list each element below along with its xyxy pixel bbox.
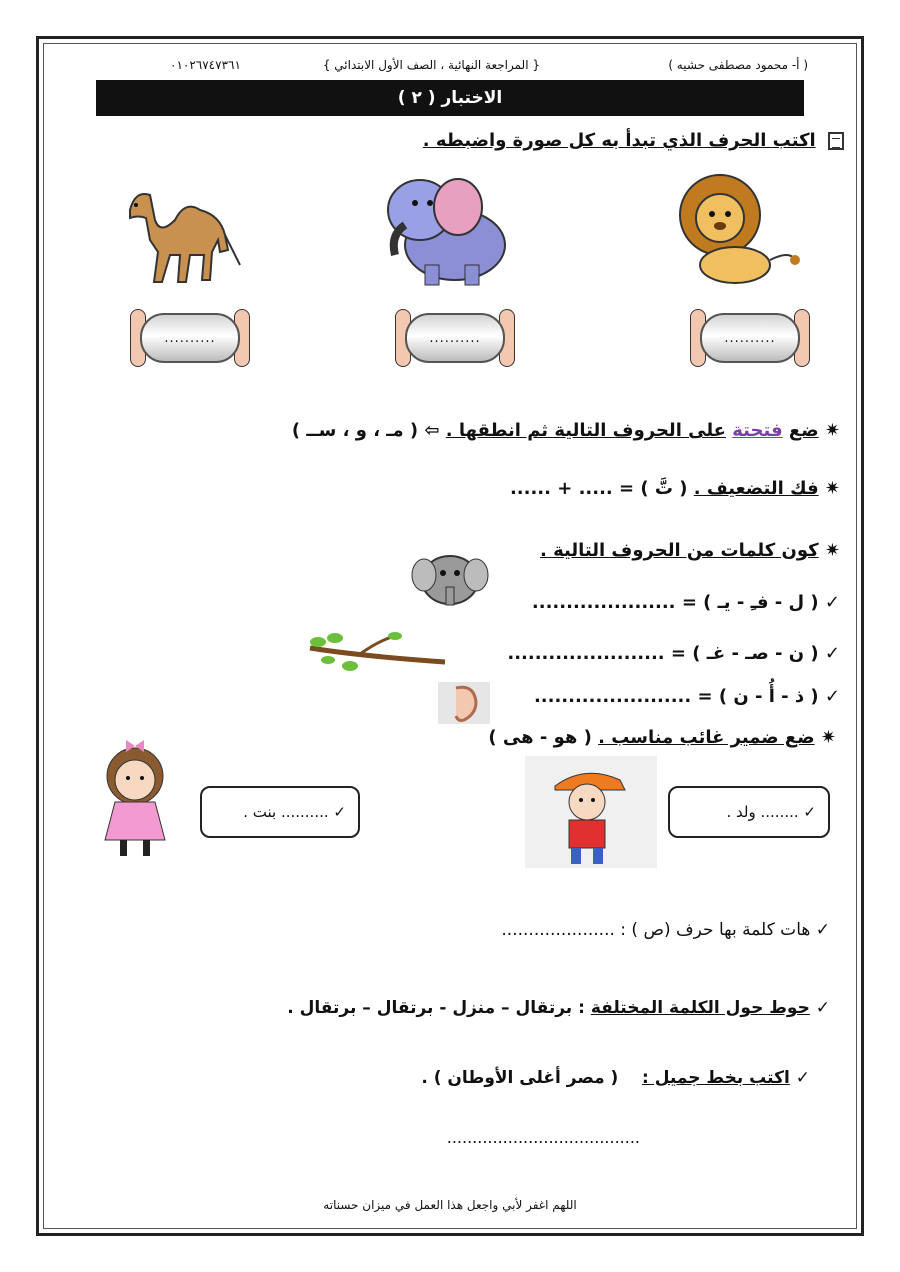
- q4-letters-2: ( ن - صـ - غـ ) =: [670, 643, 819, 664]
- star-icon: ✷: [824, 478, 840, 499]
- camel-icon: [100, 160, 250, 290]
- check-icon: ✓: [824, 643, 840, 664]
- check-icon: ✓: [333, 803, 346, 821]
- q4-letters-3: ( ذ - أُ - ن ) =: [697, 686, 819, 707]
- q4-item-1: [532, 592, 840, 613]
- q7-row: [287, 998, 830, 1018]
- q1-title: اكتب الحرف الذي تبدأ به كل صورة واضبطه .: [422, 130, 816, 151]
- q8-lead: اكتب بخط جميل :: [642, 1068, 790, 1088]
- q6-row: [501, 920, 830, 940]
- q3-title: فك التضعيف .: [693, 478, 819, 499]
- q5-title-row: [488, 727, 836, 748]
- q2-lead: ضع: [788, 420, 819, 441]
- check-icon: ✓: [815, 920, 830, 940]
- q8-phrase: ( مصر أغلى الأوطان ) .: [421, 1068, 619, 1088]
- q6-text: هات كلمة بها حرف (ص ) :: [620, 920, 811, 940]
- q4-title: كون كلمات من الحروف التالية .: [540, 540, 819, 561]
- q3-row: [510, 478, 840, 499]
- elephant-answer[interactable]: [395, 305, 515, 371]
- q4-title-row: [540, 540, 840, 561]
- girl-pronoun-text: .......... بنت .: [243, 803, 329, 821]
- q5-options: ( هو - هى ): [488, 727, 592, 748]
- q4-blank-1[interactable]: .....................: [531, 592, 676, 613]
- q7-lead: حوط حول الكلمة المختلفة: [590, 998, 810, 1018]
- star-icon: ✷: [820, 727, 836, 748]
- check-icon: ✓: [815, 998, 830, 1018]
- check-icon: ✓: [803, 803, 816, 821]
- q2-instruction: على الحروف التالية ثم انطقها .: [445, 420, 726, 441]
- q3-expression: ( تَّ ) = ..... + ......: [509, 478, 688, 499]
- girl-pronoun-box[interactable]: [200, 786, 360, 838]
- q2-row: [292, 420, 840, 441]
- q1-title-row: [423, 130, 844, 151]
- teacher-name: ( أ- محمود مصطفى حشيه ): [668, 58, 808, 72]
- check-icon: ✓: [795, 1068, 810, 1088]
- small-elephant-icon: [410, 545, 490, 613]
- elephant-blank: ..........: [405, 313, 505, 363]
- camel-answer[interactable]: [130, 305, 250, 371]
- q7-words[interactable]: : برتقال – منزل - برتقال – برتقال .: [287, 998, 585, 1018]
- q8-row: [421, 1068, 810, 1088]
- phone-number: ٠١٠٢٦٧٤٧٣٦١: [170, 58, 241, 72]
- q6-blank[interactable]: .....................: [501, 920, 615, 940]
- footer-prayer: اللهم اغفر لأبي واجعل هذا العمل في ميزان حسناته: [323, 1198, 577, 1212]
- q4-item-3: [534, 686, 840, 707]
- q2-accent-word: فتحتة: [732, 420, 783, 441]
- arrow-icon: ⇦: [424, 420, 440, 441]
- girl-icon: [80, 740, 190, 860]
- q5-title: ضع ضمير غائب مناسب .: [598, 727, 815, 748]
- check-icon: ✓: [824, 686, 840, 707]
- star-icon: ✷: [824, 540, 840, 561]
- notepad-icon: [828, 132, 844, 150]
- boy-pronoun-text: ........ ولد .: [726, 803, 799, 821]
- q4-blank-2[interactable]: .......................: [507, 643, 665, 664]
- star-icon: ✷: [824, 420, 840, 441]
- boy-pronoun-box[interactable]: [668, 786, 830, 838]
- q2-letters: ( مـ ، و ، ســ ): [291, 420, 419, 441]
- review-title: { المراجعة النهائية ، الصف الأول الابتدائي }: [322, 58, 540, 72]
- lion-blank: ..........: [700, 313, 800, 363]
- q4-blank-3[interactable]: .......................: [533, 686, 692, 707]
- ear-icon: [438, 682, 490, 724]
- lion-answer[interactable]: [690, 305, 810, 371]
- lion-icon: [665, 170, 815, 290]
- camel-blank: ..........: [140, 313, 240, 363]
- exam-title: الاختبار ( ٢ ): [397, 88, 503, 108]
- check-icon: ✓: [824, 592, 840, 613]
- boy-icon: [525, 756, 657, 868]
- elephant-icon: [370, 165, 520, 290]
- q4-item-2: [507, 643, 840, 664]
- branch-icon: [300, 628, 450, 680]
- q4-letters-1: ( ل - فـِ - يـ ) =: [681, 592, 819, 613]
- q8-blank[interactable]: ......................................: [446, 1128, 640, 1147]
- exam-banner: [96, 80, 804, 116]
